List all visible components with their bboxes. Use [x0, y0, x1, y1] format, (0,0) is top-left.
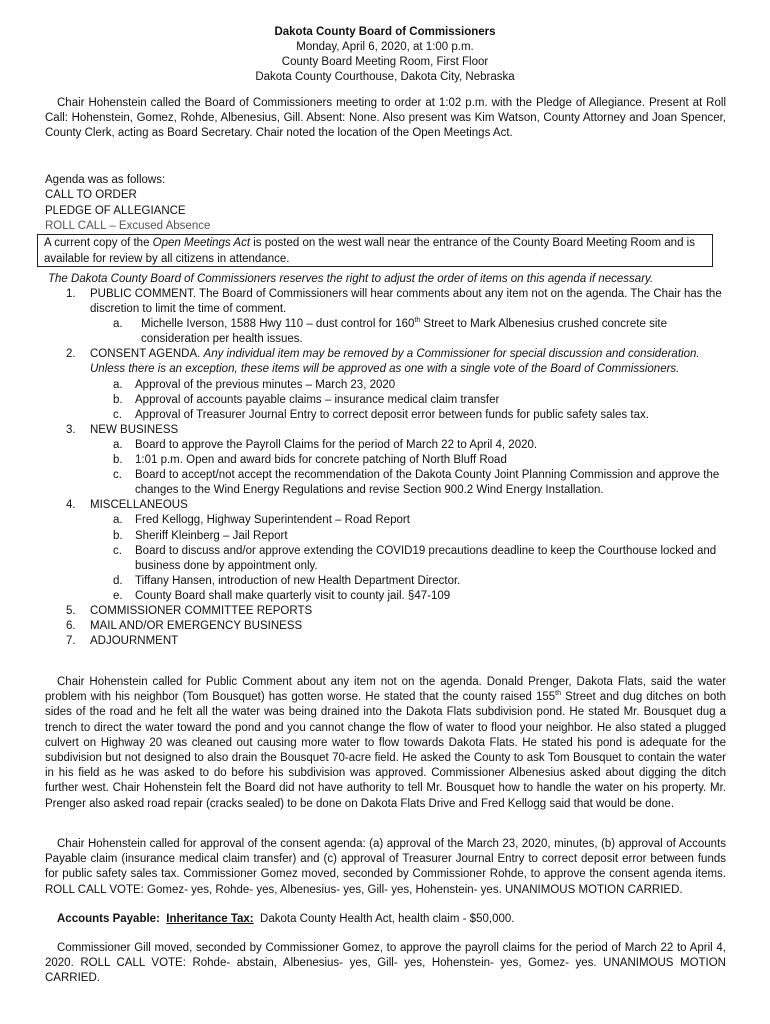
agenda-item-adjournment: 7. ADJOURNMENT [66, 635, 179, 648]
agenda-subitem: e. County Board shall make quarterly visit to county jail. §47-109 [113, 589, 451, 602]
open-meetings-notice: A current copy of the Open Meetings Act is posted on the west wall near the entrance of the County Board Meeting Room and is available for review by all citizens in attendance. [37, 234, 713, 267]
agenda-list [45, 287, 735, 649]
consent-paragraph: Chair Hohenstein called for approval of the consent agenda: (a) approval of the March 23, 2020, minutes, (b) approval of Accounts Payable claim (insurance medical claim transfer) and (c) approval of Treasurer Journal Entry to correct deposit error between funds for public safety sales tax. Commissioner Gomez moved, seconded by Commissioner Rohde, to approve the consent agenda items. ROLL CALL VOTE: Gomez- yes, Rohde- yes, Albenesius- yes, Gill- yes, Hohenstein- yes. UNANIMOUS MOTION CARRIED. [45, 838, 726, 896]
agenda-subitem: c. Board to accept/not accept the recommendation of the Dakota County Joint Planning Commission and approve the changes to the Wind Energy Regulations and revise Section 900.2 Wind Energy Installation. [113, 469, 720, 497]
meeting-location: Dakota County Courthouse, Dakota City, Nebraska [255, 71, 515, 83]
meeting-date: Monday, April 6, 2020, at 1:00 p.m. [296, 41, 474, 53]
agenda-item-public-comment: 1. PUBLIC COMMENT. The Board of Commissioners will hear comments about any item not on the agenda. The Chair has the discretion to limit the time of comment. [66, 288, 722, 316]
agenda-subitem: a. Approval of the previous minutes – March 23, 2020 [113, 378, 396, 391]
open-meetings-act: Open Meetings Act [152, 237, 251, 249]
agenda-item-miscellaneous: 4. MISCELLANEOUS [66, 499, 188, 512]
agenda-subitem: a. Board to approve the Payroll Claims for the period of March 22 to April 4, 2020. [113, 438, 538, 451]
agenda-subitem: a. Michelle Iverson, 1588 Hwy 110 – dust control for 160th Street to Mark Albenesius crushed concrete site consideration per health issues. [113, 317, 667, 346]
opening-paragraph: Chair Hohenstein called the Board of Commissioners meeting to order at 1:02 p.m. with the Pledge of Allegiance. Present at Roll Call: Hohenstein, Gomez, Rohde, Albenesius, Gill. Absent: None. Also present was Kim Watson, County Attorney and Joan Spencer, County Clerk, acting as Board Secretary. Chair noted the location of the Open Meetings Act. [45, 97, 726, 140]
public-comment-paragraph: Chair Hohenstein called for Public Comment about any item not on the agenda. Donald Prenger, Dakota Flats, said the water problem with his neighbor (Tom Bousquet) has gotten worse. He stated that the county raised 155th Street and dug ditches on both sides of the road and he felt all the water was being drained into the Dakota Flats subdivision pond. He stated Mr. Bousquet dug a trench to direct the water toward the pond and you cannot change the flow of water to flood your neighbor. He also stated a plugged culvert on Highway 20 was cleaned out causing more water to flow towards Dakota Flats. He stated his pond is adequate for the subdivision but not designed to also drain the Bousquet 70-acre field. He asked the County to ask Tom Bousquet to contain the water in his field as he was asked to do before his subdivision was approved. Commissioner Albenesius asked about digging the ditch further west. Chair Hohenstein felt the Board did not have authority to tell Mr. Bousquet how to handle the water on his property. Mr. Prenger also asked road repair (cracks sealed) to be done on Dakota Flats Drive and Fred Kellogg said that would be done. [45, 676, 726, 810]
agenda-subitem: c. Approval of Treasurer Journal Entry to correct deposit error between funds for public safety sales tax. [113, 408, 649, 421]
agenda-subitem: b. 1:01 p.m. Open and award bids for concrete patching of North Bluff Road [113, 454, 507, 467]
agenda-item-consent: 2. CONSENT AGENDA. Any individual item may be removed by a Commissioner for special discussion and consideration. Unless there is an exception, these items will be approved as one with a single vote of the Board of Commissioners. [66, 348, 700, 376]
call-to-order: CALL TO ORDER [45, 189, 137, 202]
agenda-item-new-business: 3. NEW BUSINESS [66, 423, 179, 436]
document-header [0, 25, 770, 85]
meeting-room: County Board Meeting Room, First Floor [281, 56, 489, 68]
agenda-subitem: b. Sheriff Kleinberg – Jail Report [113, 529, 288, 542]
agenda-intro-text: Agenda was as follows: [45, 174, 166, 186]
agenda-item-committee-reports: 5. COMMISSIONER COMMITTEE REPORTS [66, 604, 313, 617]
roll-call: ROLL CALL – Excused Absence [45, 220, 211, 233]
pledge-of-allegiance: PLEDGE OF ALLEGIANCE [45, 204, 186, 217]
accounts-payable-line: Accounts Payable: Inheritance Tax: Dakota County Health Act, health claim - $50,000. [57, 913, 515, 925]
agenda-intro [45, 173, 210, 235]
agenda-subitem: b. Approval of accounts payable claims – insurance medical claim transfer [113, 393, 500, 406]
agenda-item-mail: 6. MAIL AND/OR EMERGENCY BUSINESS [66, 620, 303, 633]
agenda-subitem: a. Fred Kellogg, Highway Superintendent – Road Report [113, 514, 410, 527]
payroll-paragraph: Commissioner Gill moved, seconded by Commissioner Gomez, to approve the payroll claims for the period of March 22 to April 4, 2020. ROLL CALL VOTE: Rohde- abstain, Albenesius- yes, Gill- yes, Hohenstein- yes, Gomez- yes. UNANIMOUS MOTION CARRIED. [45, 942, 726, 985]
agenda-subitem: d. Tiffany Hansen, introduction of new Health Department Director. [113, 574, 461, 587]
document-title: Dakota County Board of Commissioners [274, 26, 496, 38]
agenda-subitem: c. Board to discuss and/or approve extending the COVID19 precautions deadline to keep the Courthouse locked and business done by appointment only. [113, 544, 717, 572]
reserve-note: The Dakota County Board of Commissioners reserves the right to adjust the order of items on this agenda if necessary. [48, 273, 654, 285]
